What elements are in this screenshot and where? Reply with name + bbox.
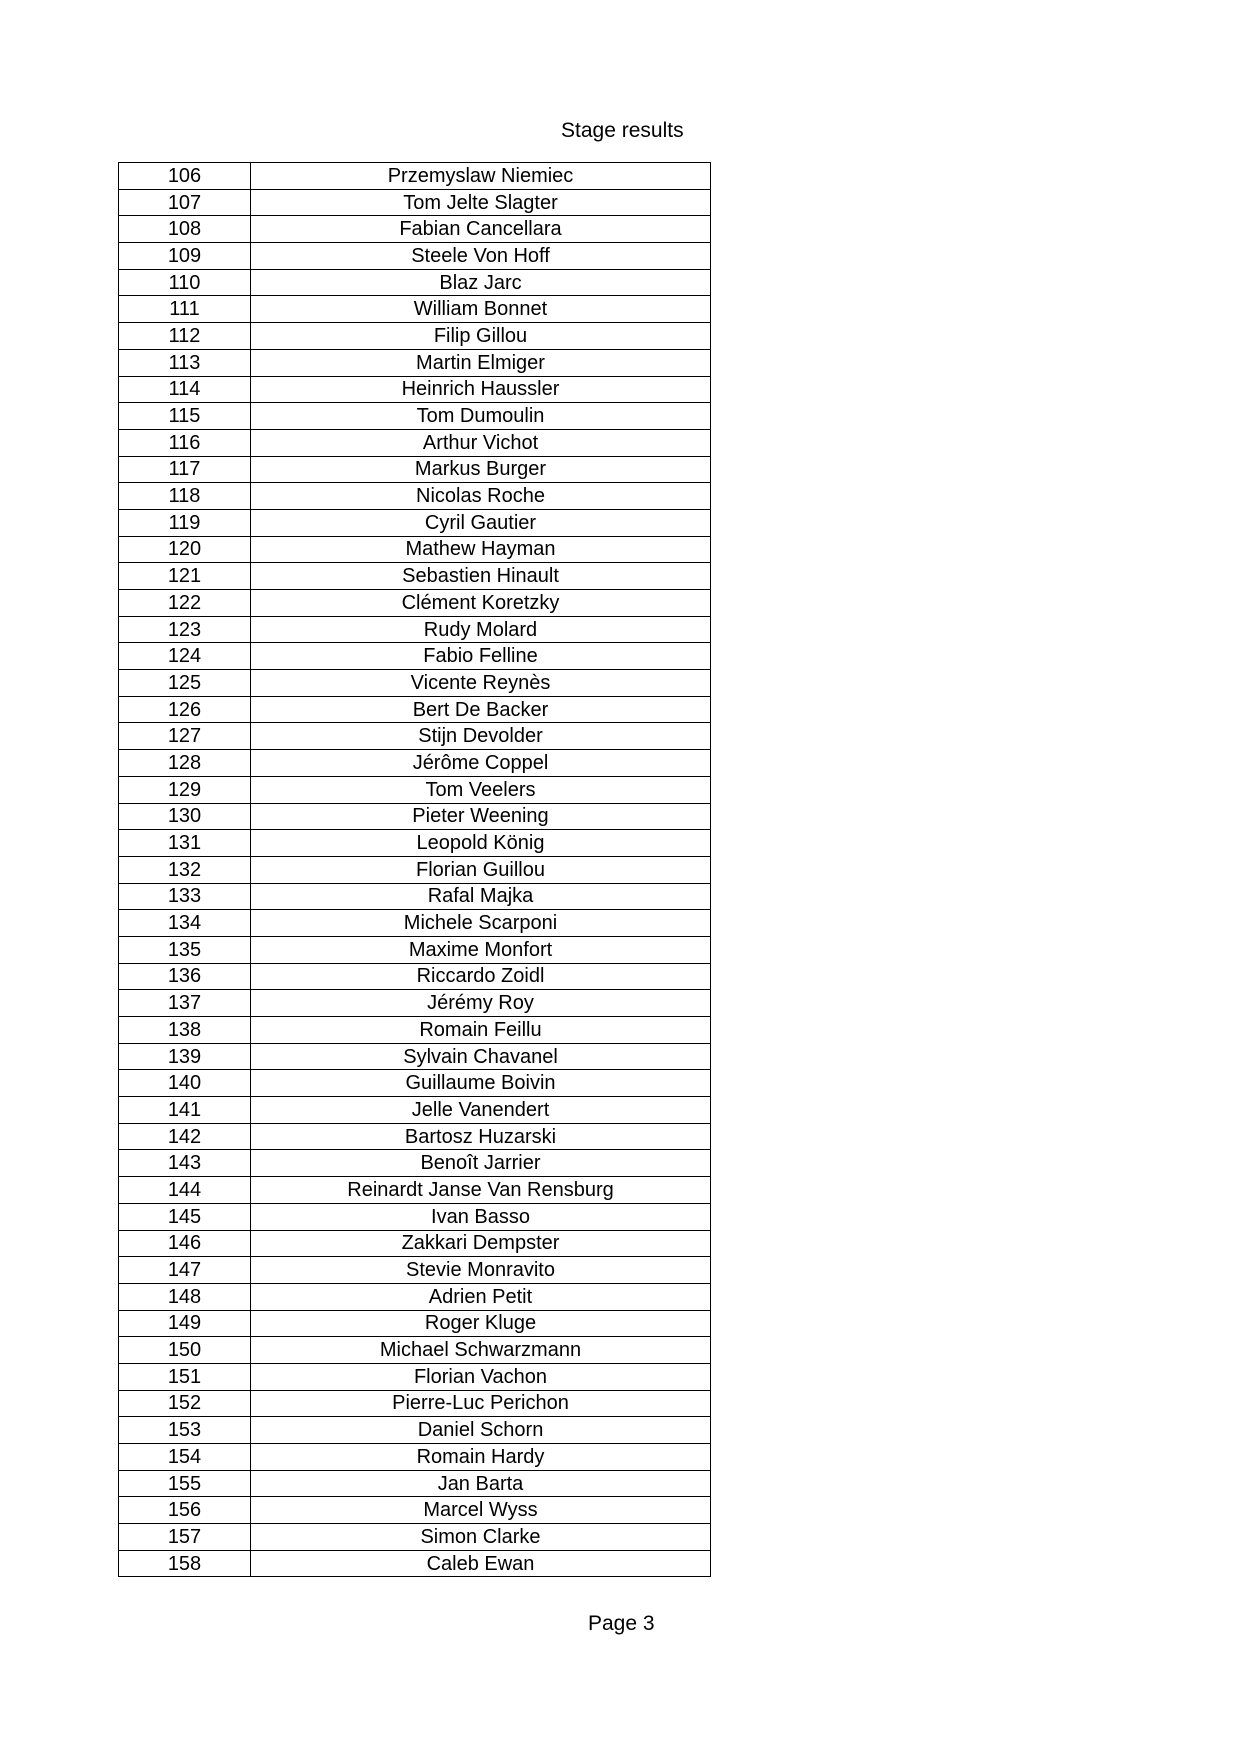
table-row [119, 216, 711, 243]
rank-cell: 138 [119, 1017, 251, 1044]
rider-name-cell: Markus Burger [251, 456, 711, 483]
rider-name-cell: Jérôme Coppel [251, 750, 711, 777]
rank-cell: 154 [119, 1444, 251, 1471]
table-row [119, 269, 711, 296]
table-row [119, 1257, 711, 1284]
table-row [119, 1550, 711, 1577]
table-row [119, 1230, 711, 1257]
rider-name-cell: Fabio Felline [251, 643, 711, 670]
table-row [119, 243, 711, 270]
rider-name-cell: Cyril Gautier [251, 509, 711, 536]
rider-name-cell: Guillaume Boivin [251, 1070, 711, 1097]
rider-name-cell: Caleb Ewan [251, 1550, 711, 1577]
rider-name-cell: Pieter Weening [251, 803, 711, 830]
rider-name-cell: Bert De Backer [251, 696, 711, 723]
rider-name-cell: William Bonnet [251, 296, 711, 323]
table-row [119, 803, 711, 830]
rider-name-cell: Romain Hardy [251, 1444, 711, 1471]
rider-name-cell: Przemyslaw Niemiec [251, 163, 711, 190]
table-row [119, 349, 711, 376]
table-row [119, 1444, 711, 1471]
rider-name-cell: Nicolas Roche [251, 483, 711, 510]
table-row [119, 723, 711, 750]
rank-cell: 157 [119, 1524, 251, 1551]
rank-cell: 141 [119, 1097, 251, 1124]
table-row [119, 296, 711, 323]
rider-name-cell: Tom Dumoulin [251, 403, 711, 430]
rank-cell: 122 [119, 590, 251, 617]
rank-cell: 123 [119, 616, 251, 643]
rank-cell: 156 [119, 1497, 251, 1524]
rider-name-cell: Arthur Vichot [251, 429, 711, 456]
rider-name-cell: Jelle Vanendert [251, 1097, 711, 1124]
rank-cell: 144 [119, 1177, 251, 1204]
table-row [119, 750, 711, 777]
rider-name-cell: Filip Gillou [251, 323, 711, 350]
table-row [119, 616, 711, 643]
rank-cell: 147 [119, 1257, 251, 1284]
rider-name-cell: Zakkari Dempster [251, 1230, 711, 1257]
rider-name-cell: Blaz Jarc [251, 269, 711, 296]
rider-name-cell: Jérémy Roy [251, 990, 711, 1017]
rank-cell: 155 [119, 1470, 251, 1497]
rank-cell: 107 [119, 189, 251, 216]
rank-cell: 113 [119, 349, 251, 376]
table-row [119, 1310, 711, 1337]
rider-name-cell: Martin Elmiger [251, 349, 711, 376]
rank-cell: 133 [119, 883, 251, 910]
rank-cell: 137 [119, 990, 251, 1017]
rank-cell: 119 [119, 509, 251, 536]
rider-name-cell: Rudy Molard [251, 616, 711, 643]
rider-name-cell: Rafal Majka [251, 883, 711, 910]
table-row [119, 509, 711, 536]
table-row [119, 590, 711, 617]
rider-name-cell: Bartosz Huzarski [251, 1123, 711, 1150]
rank-cell: 115 [119, 403, 251, 430]
rank-cell: 135 [119, 936, 251, 963]
results-table [118, 162, 711, 1577]
rank-cell: 118 [119, 483, 251, 510]
rank-cell: 142 [119, 1123, 251, 1150]
rank-cell: 153 [119, 1417, 251, 1444]
table-row [119, 1524, 711, 1551]
rank-cell: 148 [119, 1283, 251, 1310]
rank-cell: 136 [119, 963, 251, 990]
table-row [119, 163, 711, 190]
rider-name-cell: Ivan Basso [251, 1203, 711, 1230]
table-row [119, 910, 711, 937]
rider-name-cell: Reinardt Janse Van Rensburg [251, 1177, 711, 1204]
rider-name-cell: Benoît Jarrier [251, 1150, 711, 1177]
rider-name-cell: Vicente Reynès [251, 670, 711, 697]
table-row [119, 1097, 711, 1124]
rank-cell: 127 [119, 723, 251, 750]
rider-name-cell: Marcel Wyss [251, 1497, 711, 1524]
table-row [119, 1070, 711, 1097]
table-row [119, 1123, 711, 1150]
rank-cell: 145 [119, 1203, 251, 1230]
rider-name-cell: Stijn Devolder [251, 723, 711, 750]
rider-name-cell: Romain Feillu [251, 1017, 711, 1044]
table-row [119, 483, 711, 510]
rider-name-cell: Stevie Monravito [251, 1257, 711, 1284]
rank-cell: 128 [119, 750, 251, 777]
table-row [119, 429, 711, 456]
rank-cell: 117 [119, 456, 251, 483]
table-row [119, 963, 711, 990]
rank-cell: 111 [119, 296, 251, 323]
rank-cell: 116 [119, 429, 251, 456]
rider-name-cell: Maxime Monfort [251, 936, 711, 963]
rank-cell: 126 [119, 696, 251, 723]
rider-name-cell: Florian Guillou [251, 856, 711, 883]
rank-cell: 110 [119, 269, 251, 296]
rider-name-cell: Pierre-Luc Perichon [251, 1390, 711, 1417]
rank-cell: 112 [119, 323, 251, 350]
table-row [119, 1470, 711, 1497]
table-row [119, 643, 711, 670]
page-number: Page 3 [588, 1612, 655, 1635]
rank-cell: 134 [119, 910, 251, 937]
rider-name-cell: Tom Veelers [251, 776, 711, 803]
table-row [119, 830, 711, 857]
table-row [119, 1497, 711, 1524]
rank-cell: 129 [119, 776, 251, 803]
page-title: Stage results [561, 119, 684, 142]
results-table-body [119, 163, 711, 1577]
table-row [119, 670, 711, 697]
rider-name-cell: Leopold König [251, 830, 711, 857]
table-row [119, 1363, 711, 1390]
table-row [119, 1150, 711, 1177]
rank-cell: 140 [119, 1070, 251, 1097]
rider-name-cell: Daniel Schorn [251, 1417, 711, 1444]
rank-cell: 158 [119, 1550, 251, 1577]
table-row [119, 1417, 711, 1444]
table-row [119, 883, 711, 910]
rider-name-cell: Heinrich Haussler [251, 376, 711, 403]
table-row [119, 1337, 711, 1364]
rider-name-cell: Steele Von Hoff [251, 243, 711, 270]
rank-cell: 146 [119, 1230, 251, 1257]
table-row [119, 536, 711, 563]
rank-cell: 124 [119, 643, 251, 670]
table-row [119, 776, 711, 803]
rider-name-cell: Clément Koretzky [251, 590, 711, 617]
rider-name-cell: Mathew Hayman [251, 536, 711, 563]
table-row [119, 456, 711, 483]
rider-name-cell: Tom Jelte Slagter [251, 189, 711, 216]
rider-name-cell: Riccardo Zoidl [251, 963, 711, 990]
rank-cell: 109 [119, 243, 251, 270]
rider-name-cell: Jan Barta [251, 1470, 711, 1497]
table-row [119, 1283, 711, 1310]
rider-name-cell: Michael Schwarzmann [251, 1337, 711, 1364]
table-row [119, 990, 711, 1017]
rank-cell: 130 [119, 803, 251, 830]
rider-name-cell: Fabian Cancellara [251, 216, 711, 243]
rank-cell: 108 [119, 216, 251, 243]
table-row [119, 856, 711, 883]
rider-name-cell: Roger Kluge [251, 1310, 711, 1337]
table-row [119, 936, 711, 963]
rider-name-cell: Sylvain Chavanel [251, 1043, 711, 1070]
rider-name-cell: Florian Vachon [251, 1363, 711, 1390]
table-row [119, 696, 711, 723]
rank-cell: 106 [119, 163, 251, 190]
rank-cell: 151 [119, 1363, 251, 1390]
rank-cell: 125 [119, 670, 251, 697]
rider-name-cell: Michele Scarponi [251, 910, 711, 937]
rank-cell: 121 [119, 563, 251, 590]
rank-cell: 152 [119, 1390, 251, 1417]
table-row [119, 323, 711, 350]
rank-cell: 131 [119, 830, 251, 857]
table-row [119, 1203, 711, 1230]
rank-cell: 132 [119, 856, 251, 883]
table-row [119, 189, 711, 216]
table-row [119, 376, 711, 403]
rank-cell: 139 [119, 1043, 251, 1070]
rider-name-cell: Sebastien Hinault [251, 563, 711, 590]
table-row [119, 1390, 711, 1417]
rider-name-cell: Simon Clarke [251, 1524, 711, 1551]
table-row [119, 1043, 711, 1070]
table-row [119, 563, 711, 590]
rank-cell: 143 [119, 1150, 251, 1177]
rank-cell: 120 [119, 536, 251, 563]
rank-cell: 114 [119, 376, 251, 403]
rider-name-cell: Adrien Petit [251, 1283, 711, 1310]
rank-cell: 149 [119, 1310, 251, 1337]
table-row [119, 1017, 711, 1044]
table-row [119, 1177, 711, 1204]
rank-cell: 150 [119, 1337, 251, 1364]
table-row [119, 403, 711, 430]
